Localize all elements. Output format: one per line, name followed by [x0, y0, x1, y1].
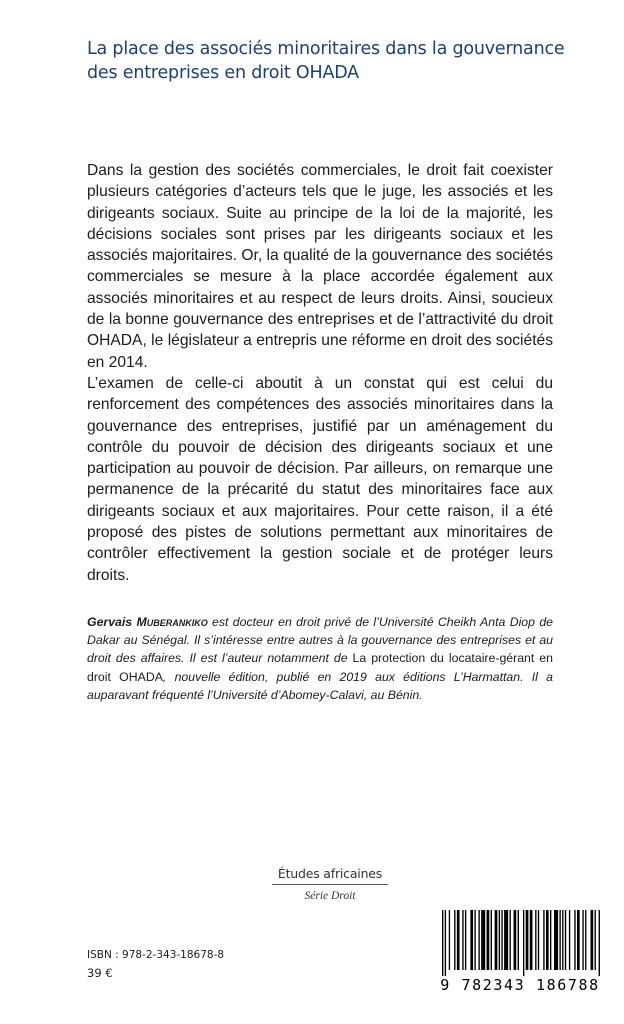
summary-paragraph-2: L’examen de celle-ci aboutit à un constat qui est celui du renforcement des compétences des associés minoritaires dans la gouvernance des entreprises, justifié par un aménagement du contrôle du pouvoir de décision des dirigeants sociaux et une participation au pouvoir de décision. Par ailleurs, on remarque une permanence de la précarité du statut des minoritaires face aux dirigeants sociaux et aux majoritaires. Pour cette raison, il a été proposé des pistes de solutions permettant aux minoritaires de contrôler effectivement la gestion sociale et de protéger leurs droits. [87, 374, 553, 584]
barcode-bar [550, 910, 551, 970]
barcode-bar [518, 910, 519, 970]
bio-book-title: La protection du locataire-gérant en droit OHADA [87, 651, 553, 684]
author-first-name: Gervais [87, 615, 137, 629]
price: 39 € [87, 966, 113, 980]
collection-name: Études africaines [272, 866, 388, 885]
barcode-bar [554, 910, 558, 970]
book-summary [87, 160, 553, 586]
author-bio-paragraph [87, 613, 553, 704]
barcode-bar [538, 910, 539, 970]
barcode-bar [510, 910, 511, 970]
barcode [424, 906, 616, 1002]
bio-text-a: est docteur en droit privé de l’Université Cheikh Anta Diop de Dakar au Sénégal. Il s’intéresse entre autres à la gouvernance des entreprises et au droit des affaires. Il est l’auteur notamment de [87, 615, 553, 666]
book-title [87, 37, 607, 85]
isbn: ISBN : 978-2-343-18678-8 [87, 949, 225, 961]
series-name: Série Droit [304, 890, 356, 902]
barcode-bar [526, 910, 529, 970]
barcode-bar [559, 910, 560, 970]
barcode-bar [495, 910, 498, 970]
barcode-bar [501, 910, 502, 970]
barcode-bar [454, 910, 455, 970]
barcode-bar [595, 910, 596, 970]
barcode-bar [569, 910, 570, 970]
barcode-bar [535, 910, 536, 970]
barcode-digits: 9 782343 186788 [440, 976, 600, 994]
barcode-bar [465, 910, 466, 970]
barcode-bar [574, 910, 575, 970]
barcode-bar [523, 910, 524, 976]
barcode-bar [577, 910, 580, 970]
barcode-bar [562, 910, 563, 970]
bio-text-b: , nouvelle édition, publié en 2019 aux éditions L’Harmattan. Il a auparavant fréquenté l’Université d’Abomey-Calavi, au Bénin. [87, 669, 553, 702]
barcode-bar [543, 910, 544, 970]
barcode-bar [599, 910, 600, 976]
title-line-1: La place des associés minoritaires dans la gouvernance [87, 39, 565, 59]
barcode-bar [499, 910, 500, 970]
barcode-bar [582, 910, 583, 970]
barcode-bar [585, 910, 586, 970]
barcode-bar [474, 910, 475, 970]
barcode-bar [457, 910, 460, 970]
barcode-bars [432, 910, 608, 976]
barcode-bar [487, 910, 490, 970]
barcode-bar [514, 910, 517, 970]
title-line-2: des entreprises en droit OHADA [87, 63, 359, 83]
collection-mark [272, 866, 388, 902]
author-last-name: Muberankiko [136, 615, 208, 629]
barcode-bar [491, 910, 492, 970]
barcode-bar [470, 910, 473, 970]
summary-paragraph-1: Dans la gestion des sociétés commerciales, le droit fait coexister plusieurs catégories d’acteurs tels que le juge, les associés et les dirigeants sociaux. Suite au principe de la loi de la majorité, les décisions sociales sont prises par les dirigeants sociaux et les associés majoritaires. Or, la qualité de la gouvernance des sociétés commerciales se mesure à la place accordée également aux associés minoritaires et au respect de leurs droits. Ainsi, soucieux de la bonne gouvernance des entreprises et de l’attractivité du droit OHADA, le législateur a entrepris une réforme en droit des sociétés en 2014. [87, 162, 553, 371]
barcode-bar [481, 910, 485, 970]
barcode-bar [478, 910, 479, 970]
barcode-bar [445, 910, 446, 976]
barcode-bar [504, 910, 508, 970]
barcode-bar [546, 910, 549, 970]
barcode-bar [530, 910, 533, 970]
author-bio [87, 613, 553, 704]
barcode-bar [591, 910, 594, 970]
barcode-bar [449, 910, 450, 970]
barcode-bar [565, 910, 566, 970]
barcode-bar [462, 910, 463, 970]
barcode-bar [442, 910, 443, 976]
